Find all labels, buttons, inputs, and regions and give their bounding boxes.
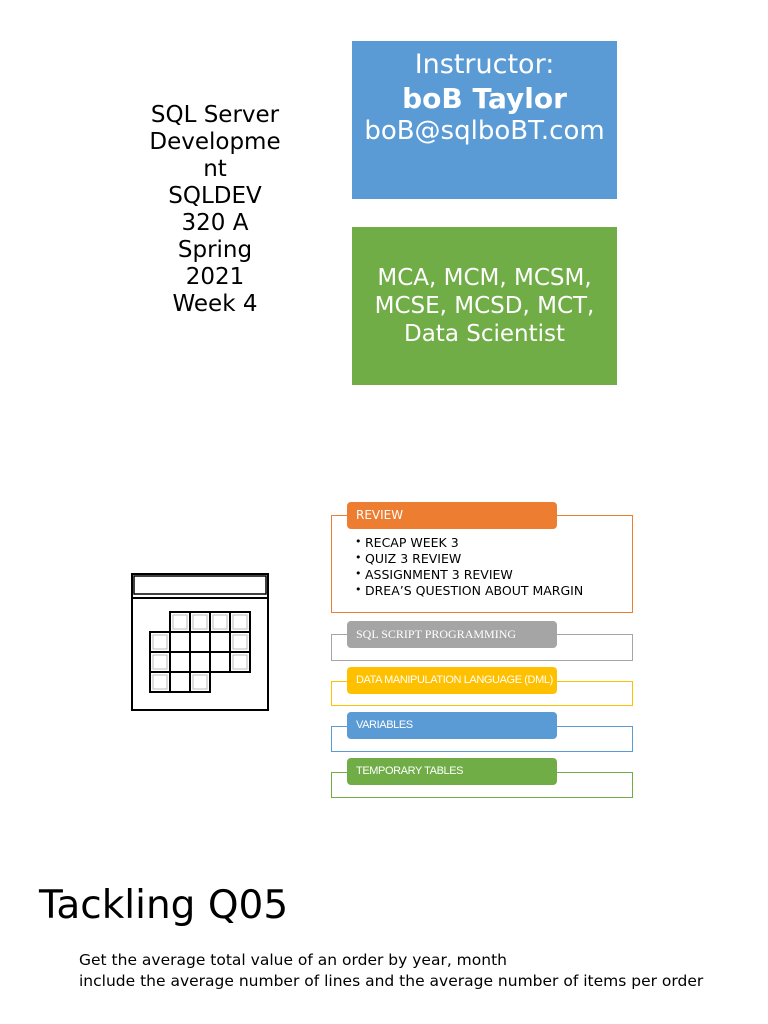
question-line: Get the average total value of an order by year, month (79, 951, 507, 969)
course-title-line: 320 A (181, 210, 249, 236)
agenda-tab-sql-script: SQL SCRIPT PROGRAMMING (347, 621, 557, 648)
course-title-line: SQL Server (150, 102, 280, 128)
course-title-line: SQLDEV (168, 183, 262, 209)
credentials-text: MCA, MCM, MCSM, MCSE, MCSD, MCT, Data Scientist (374, 265, 595, 347)
list-item: • QUIZ 3 REVIEW (353, 551, 623, 567)
agenda-tab-dml: DATA MANIPULATION LANGUAGE (DML) (347, 667, 557, 694)
agenda-tab-variables: VARIABLES (347, 712, 557, 739)
instructor-email: boB@sqlboBT.com (364, 116, 605, 146)
course-title-line: 2021 (185, 264, 245, 290)
agenda-tab-temporary-tables: TEMPORARY TABLES (347, 758, 557, 785)
course-title-line: Developme (149, 129, 281, 155)
course-title-line: nt (203, 156, 227, 182)
calendar-icon (130, 572, 270, 712)
list-item: • ASSIGNMENT 3 REVIEW (353, 567, 623, 583)
course-title-line: Week 4 (172, 291, 258, 317)
list-item: • RECAP WEEK 3 (353, 535, 623, 551)
instructor-box (352, 41, 617, 199)
question-description (79, 950, 759, 992)
course-title (140, 102, 290, 318)
review-list (353, 535, 623, 599)
instructor-name: boB Taylor (402, 82, 567, 115)
question-line: include the average number of lines and the average number of items per order (79, 972, 704, 990)
credentials-box (352, 227, 617, 385)
instructor-label: Instructor: (414, 49, 555, 80)
agenda-tab-review: REVIEW (347, 502, 557, 529)
course-title-line: Spring (177, 237, 253, 263)
list-item: • DREA’S QUESTION ABOUT MARGIN (353, 583, 623, 599)
question-title: Tackling Q05 (39, 883, 289, 928)
